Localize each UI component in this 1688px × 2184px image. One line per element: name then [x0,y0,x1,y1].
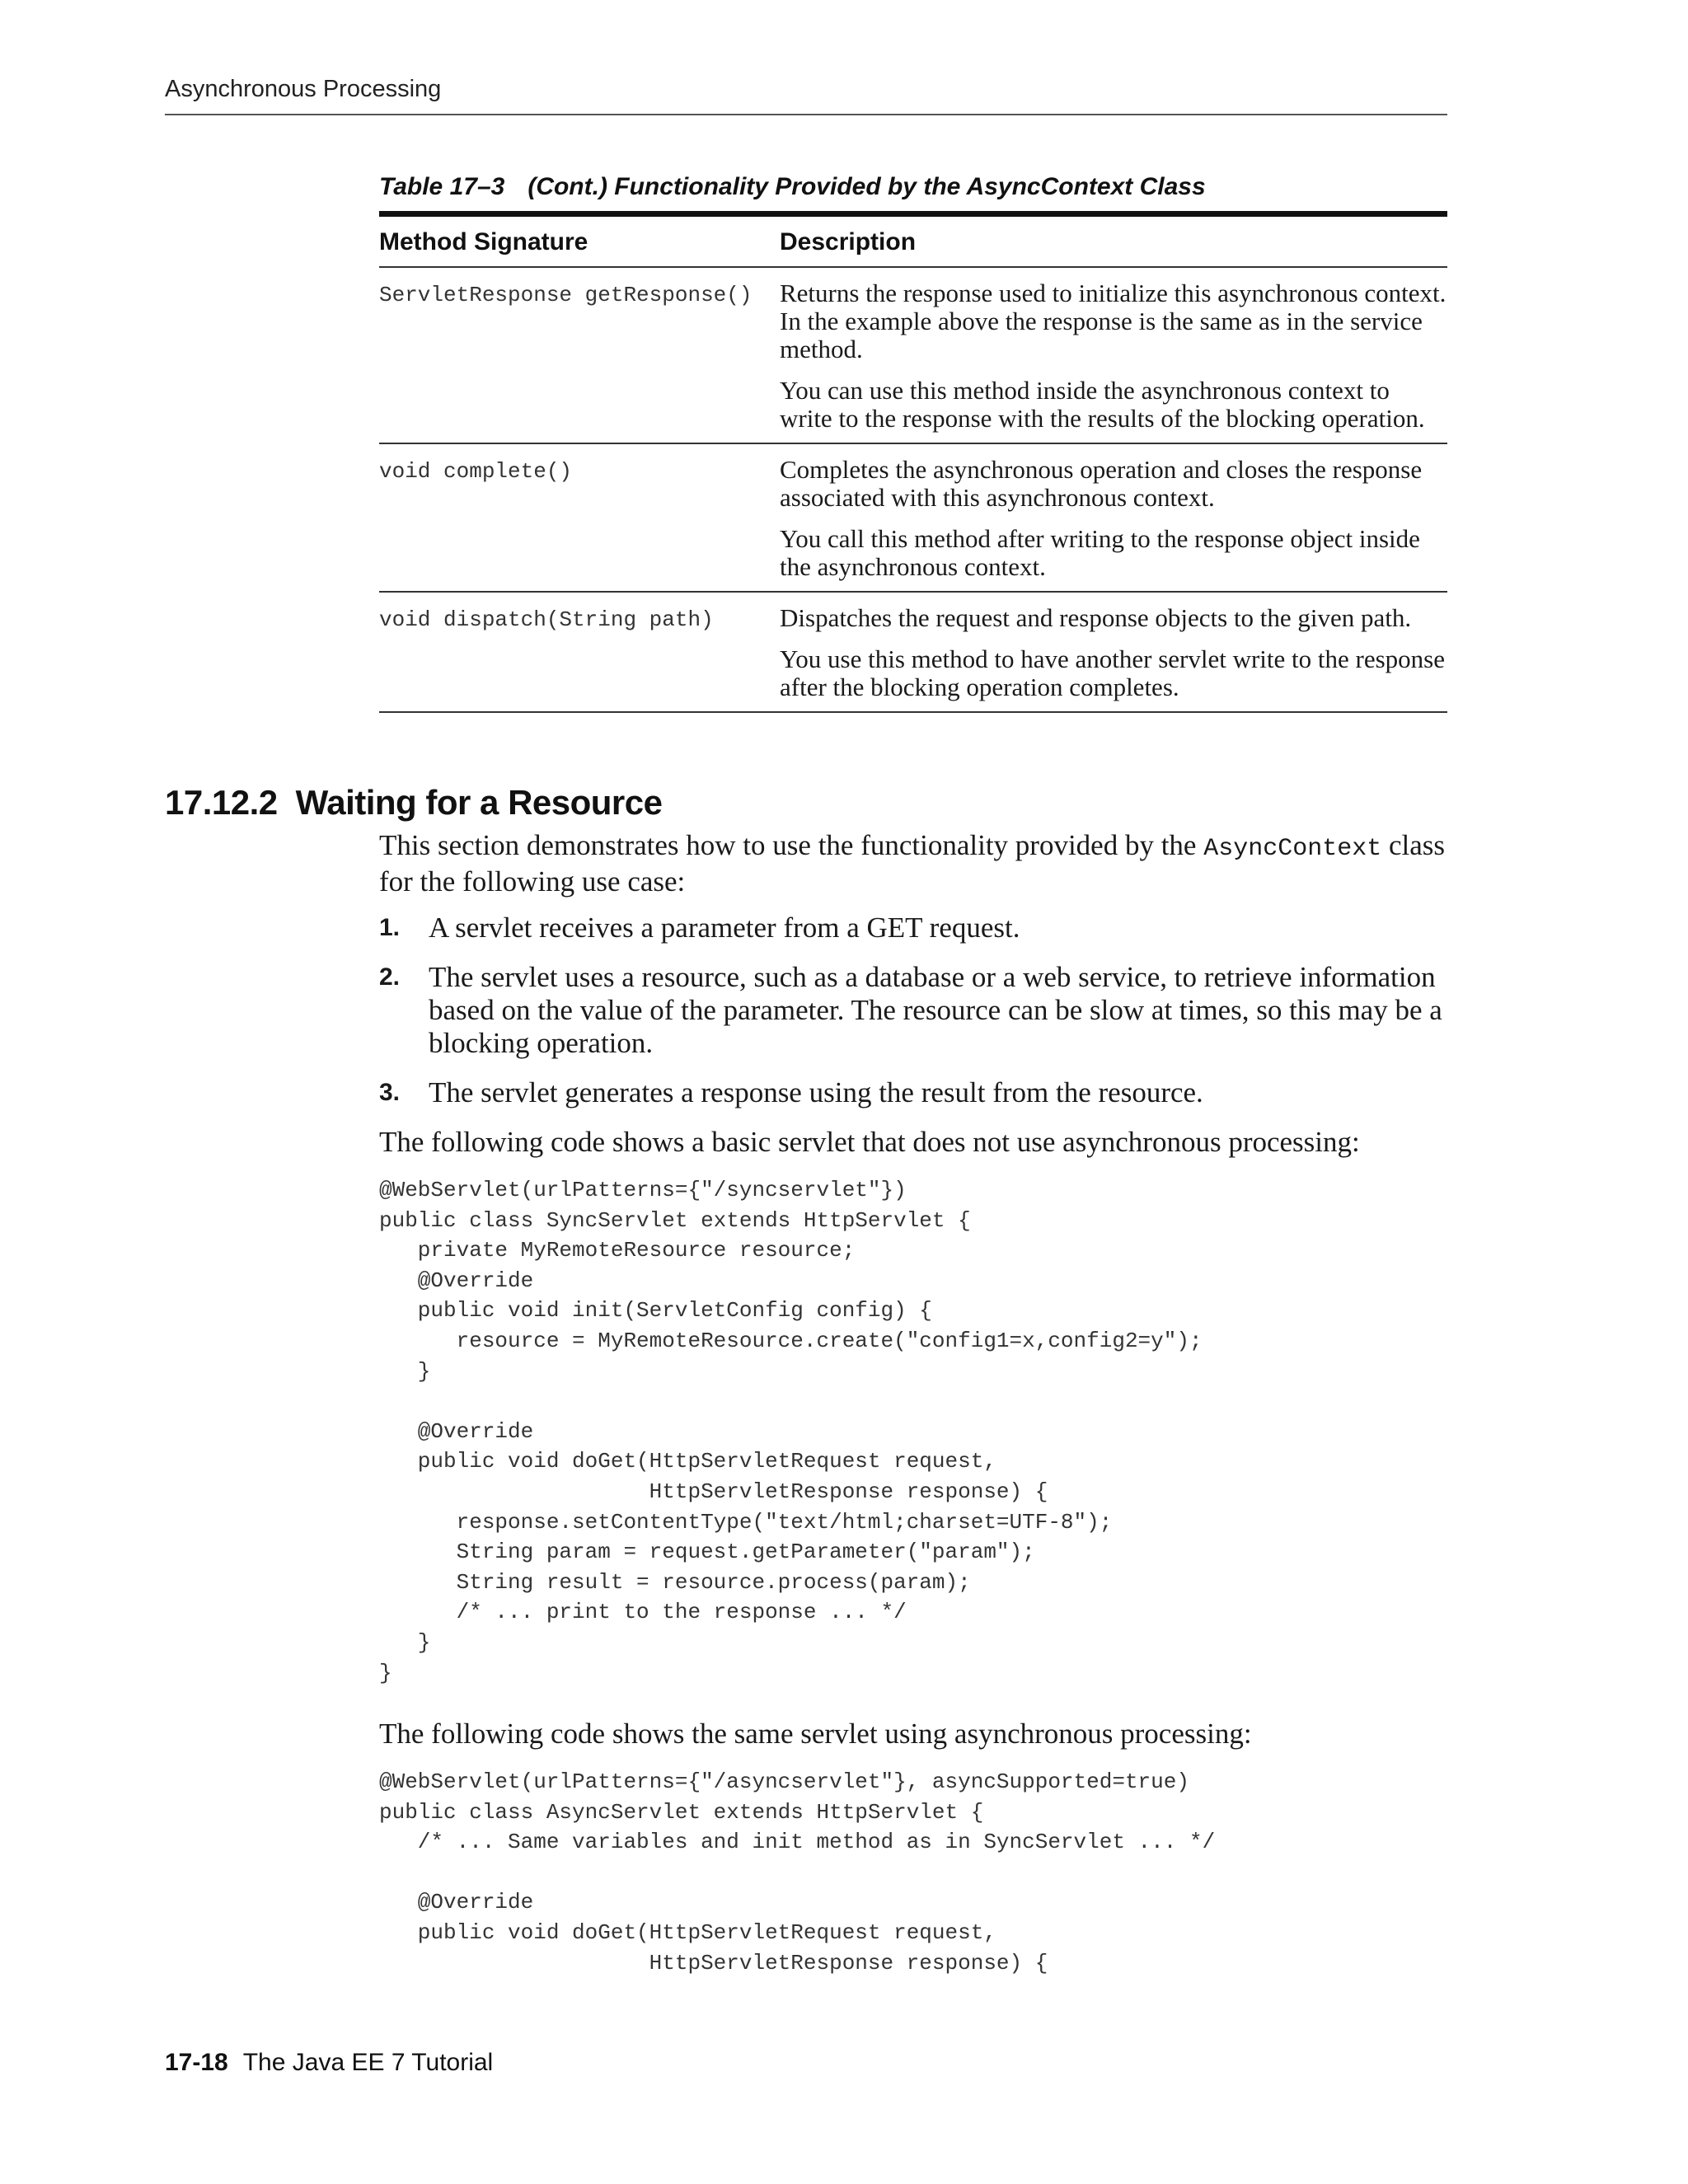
asynccontext-table [379,211,1447,713]
async-code-intro: The following code shows the same servlet using asynchronous processing: [379,1718,1252,1750]
section-number: 17.12.2 [165,783,278,822]
table-row [379,443,1447,592]
table-row [379,267,1447,443]
description-paragraph: Completes the asynchronous operation and closes the response associated with this asynchronous context. [780,455,1423,512]
list-text: The servlet generates a response using the result from the resource. [429,1076,1203,1108]
list-item [379,912,1447,944]
description-paragraph: You use this method to have another servlet write to the response after the blocking operation completes. [780,644,1445,701]
sync-code-intro: The following code shows a basic servlet that does not use asynchronous processing: [379,1126,1360,1158]
page-number: 17-18 [165,2049,228,2076]
description-paragraph: Dispatches the request and response objects to the given path. [780,603,1412,632]
book-title: The Java EE 7 Tutorial [242,2049,494,2076]
list-number: 2. [379,963,401,991]
list-number: 1. [379,914,401,941]
list-item [379,961,1447,1060]
method-description [780,443,1447,592]
method-signature: void dispatch(String path) [379,607,714,632]
async-servlet-code: @WebServlet(urlPatterns={"/asyncservlet"}, asyncSupported=true) public class AsyncServlet extends HttpServlet { /* ... Same variables and init method as in SyncServlet ... */ @Override public void doGet(HttpServletRequest request, HttpServletResponse response) { [379,1769,1216,1975]
table-caption [379,173,1206,201]
list-text: The servlet uses a resource, such as a database or a web service, to retrieve information based on the value of the parameter. The resource can be slow at times, so this may be a blocking operation. [429,961,1442,1059]
method-signature: ServletResponse getResponse() [379,283,753,307]
list-item [379,1076,1447,1109]
description-paragraph: You can use this method inside the asynchronous context to write to the response with the results of the blocking operation. [780,376,1425,433]
page-footer [165,2049,493,2077]
description-paragraph: You call this method after writing to the response object inside the asynchronous context. [780,524,1420,581]
method-description [780,592,1447,712]
list-number: 3. [379,1079,401,1106]
table-caption-label: Table 17–3 [379,173,505,200]
method-signature: void complete() [379,459,573,484]
description-paragraph: Returns the response used to initialize this asynchronous context. In the example above the response is the same as in the service method. [780,279,1447,363]
section-heading [165,783,663,823]
method-description [780,267,1447,443]
running-head: Asynchronous Processing [165,76,442,102]
table-header-row [379,214,1447,268]
table-row [379,592,1447,712]
inline-code: AsyncContext [1203,835,1382,863]
table-caption-text: (Cont.) Functionality Provided by the AsyncContext Class [528,173,1206,200]
column-header-method-signature: Method Signature [379,214,780,268]
section-intro: This section demonstrates how to use the functionality provided by the AsyncContext class for the following use case: [379,829,1446,898]
column-header-description: Description [780,214,1447,268]
section-title: Waiting for a Resource [295,783,663,822]
header-rule [165,114,1447,115]
sync-servlet-code: @WebServlet(urlPatterns={"/syncservlet"}) public class SyncServlet extends HttpServlet { private MyRemoteResource resource; @Override public void init(ServletConfig config) { resource = MyRemoteResource.create("config1=x,config2=y"); } @Override public void doGet(HttpServletRequest request, HttpServletResponse response) { response.setContentType("text/html;charset=UTF-8"); String param = request.getParameter("param"); String result = resource.process(param); /* ... print to the response ... */ } } [379,1178,1203,1685]
list-text: A servlet receives a parameter from a GET request. [429,912,1020,944]
